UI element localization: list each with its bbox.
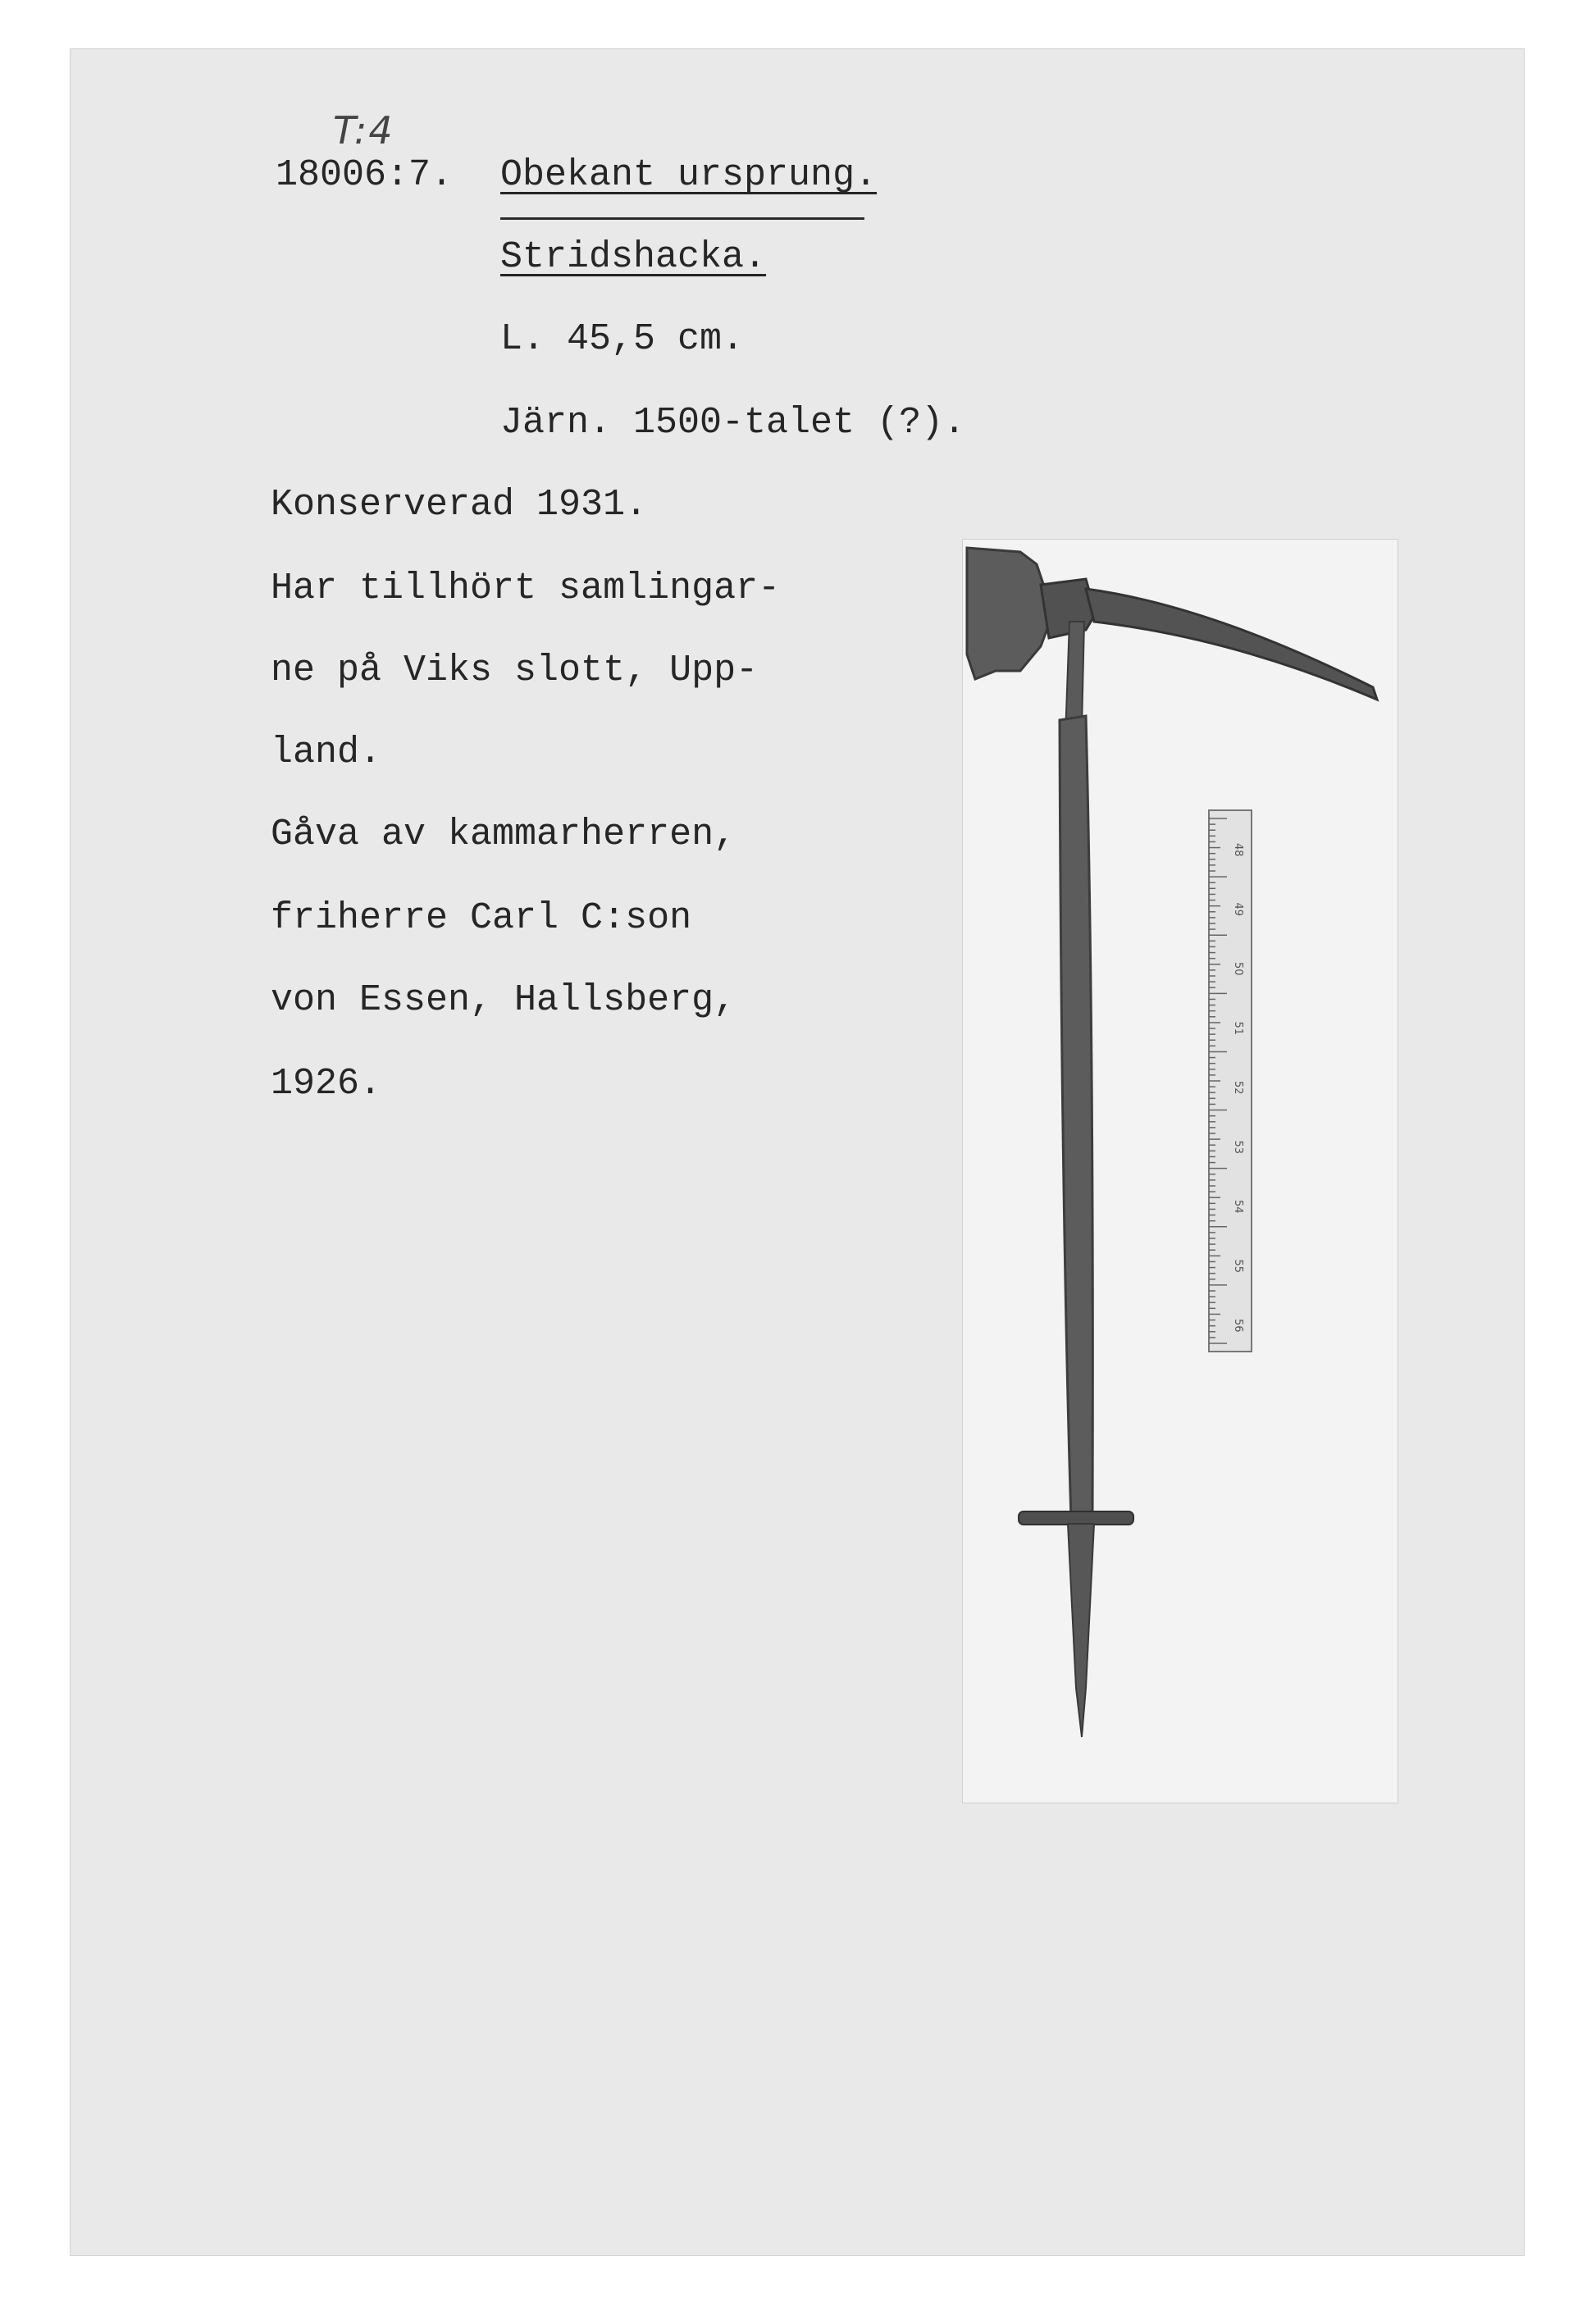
ruler-number: 56 xyxy=(1232,1319,1244,1333)
note-line: land. xyxy=(271,732,382,773)
ruler-number: 54 xyxy=(1232,1200,1244,1214)
origin-underline-rule xyxy=(500,217,864,220)
note-line: 1926. xyxy=(271,1063,382,1105)
artifact-photo xyxy=(963,540,1398,1803)
handwritten-mark: T:4 xyxy=(333,108,394,153)
ruler-number: 50 xyxy=(1232,962,1244,976)
object-length: L. 45,5 cm. xyxy=(500,318,745,360)
note-line: Konserverad 1931. xyxy=(271,484,648,526)
catalog-number: 18006:7. xyxy=(276,154,454,196)
origin-text: Obekant ursprung. xyxy=(500,154,878,196)
ruler-number: 51 xyxy=(1232,1021,1244,1036)
ruler-number: 53 xyxy=(1232,1140,1244,1155)
ruler-number: 48 xyxy=(1232,843,1244,857)
note-line: ne på Viks slott, Upp- xyxy=(271,650,759,691)
guard-plate xyxy=(1019,1511,1133,1525)
scale-ruler xyxy=(1209,810,1252,1352)
ruler-number: 49 xyxy=(1232,902,1244,917)
ruler-number: 52 xyxy=(1232,1081,1244,1095)
note-line: friherre Carl C:son xyxy=(271,897,692,939)
note-line: Har tillhört samlingar- xyxy=(271,568,781,609)
object-name: Stridshacka. xyxy=(500,236,767,278)
ruler-number: 55 xyxy=(1232,1259,1244,1274)
war-hammer-illustration xyxy=(963,540,1398,1803)
note-line: von Essen, Hallsberg, xyxy=(271,979,736,1021)
note-line: Gåva av kammarherren, xyxy=(271,814,736,855)
material-date: Järn. 1500-talet (?). xyxy=(500,402,966,444)
catalog-card xyxy=(71,49,1524,2255)
